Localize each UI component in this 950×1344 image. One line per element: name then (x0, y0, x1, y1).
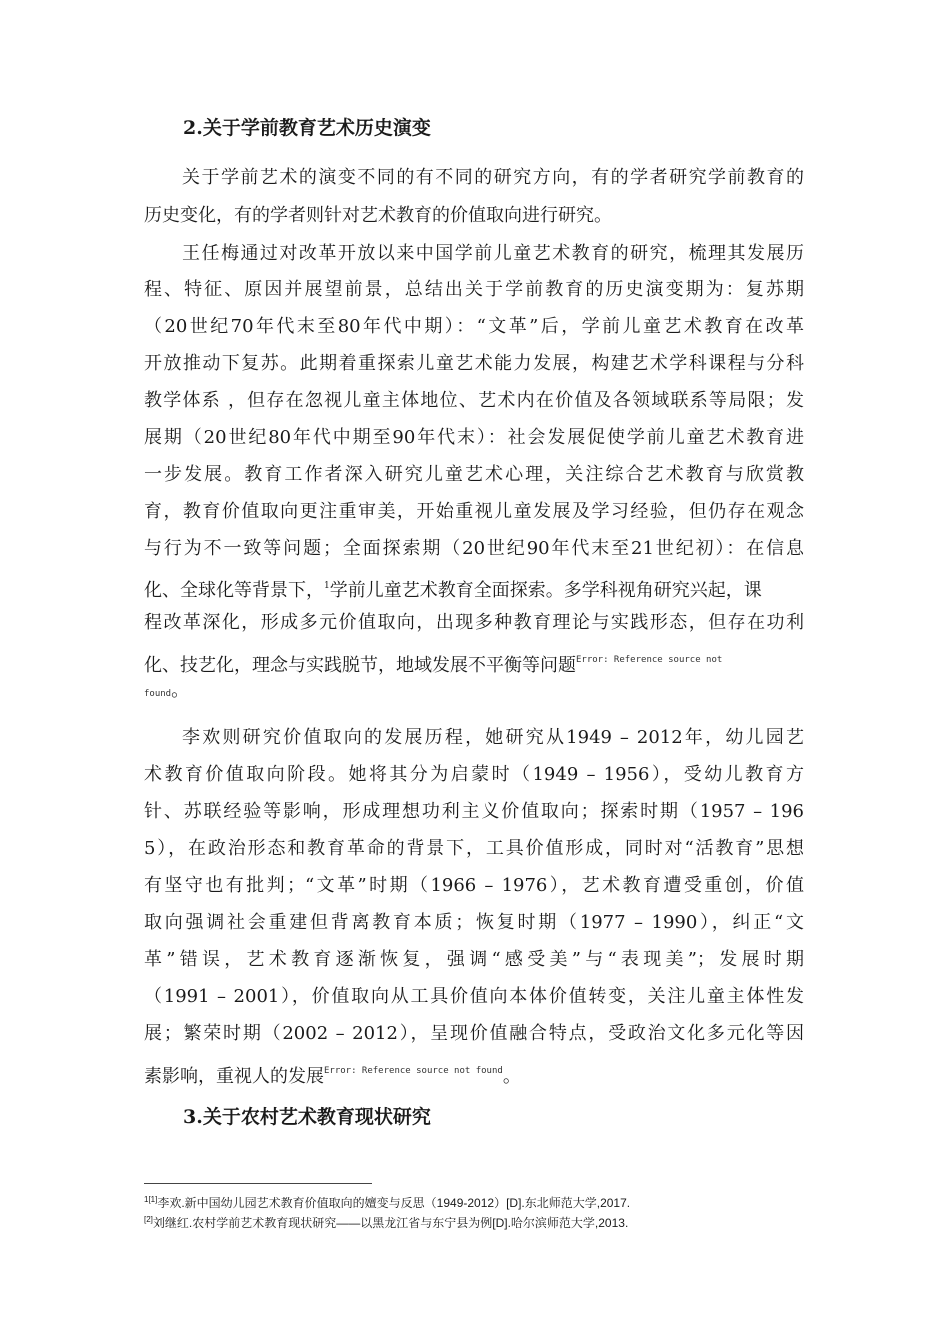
footnote-text: 李欢.新中国幼儿园艺术教育价值取向的嬗变与反思（1949-2012）[D].东北师范大学,2017. (157, 1196, 631, 1210)
footnote (144, 1212, 628, 1231)
footnote-marker[interactable]: 1 (324, 581, 330, 591)
line-text: 化、技艺化，理念与实践脱节，地域发展不平衡等问题 (144, 655, 576, 676)
footnote-text: 刘继红.农村学前艺术教育现状研究——以黑龙江省与东宁县为例[D].哈尔滨师范大学,2013. (152, 1216, 629, 1230)
period: 。 (502, 1066, 521, 1087)
reference-error-tail (144, 680, 190, 701)
paragraph-line: 程改革深化，形成多元价值取向，出现多种教育理论与实践形态，但存在功利 (144, 612, 804, 633)
paragraph-line: （20世纪70年代末至80年代中期）：“文革”后，学前儿童艺术教育在改革 (144, 316, 804, 337)
paragraph-line (144, 646, 804, 680)
footnote-mark: 1[1] (144, 1195, 158, 1204)
paragraph-line: 5），在政治形态和教育革命的背景下，工具价值形成，同时对“活教育”思想 (144, 838, 804, 859)
paragraph-line: 育，教育价值取向更注重审美，开始重视儿童发展及学习经验，但仍存在观念 (144, 501, 804, 522)
reference-error: Error: Reference source not (576, 655, 723, 665)
line-text: 学前儿童艺术教育全面探索。多学科视角研究兴起，课 (329, 580, 762, 601)
paragraph-line: 一步发展。教育工作者深入研究儿童艺术心理，关注综合艺术教育与欣赏教 (144, 464, 804, 485)
paragraph-line: （1991 – 2001），价值取向从工具价值向本体价值转变，关注儿童主体性发 (144, 986, 804, 1007)
paragraph-line: 开放推动下复苏。此期着重探索儿童艺术能力发展，构建艺术学科课程与分科 (144, 353, 804, 374)
reference-error: found (144, 689, 172, 699)
paragraph-line: 针、苏联经验等影响，形成理想功利主义价值取向；探索时期（1957 – 196 (144, 801, 804, 822)
line-text: 素影响，重视人的发展 (144, 1066, 324, 1087)
paragraph-line: 李欢则研究价值取向的发展历程，她研究从1949 – 2012年，幼儿园艺 (182, 727, 804, 748)
paragraph-line: 术教育价值取向阶段。她将其分为启蒙时（1949 – 1956），受幼儿教育方 (144, 764, 804, 785)
paragraph-line: 教学体系 ，但存在忽视儿童主体地位、艺术内在价值及各领域联系等局限；发 (144, 390, 804, 411)
reference-error: Error: Reference source not found (324, 1066, 503, 1076)
period: 。 (171, 680, 190, 701)
paragraph-line: 革”错误，艺术教育逐渐恢复，强调“感受美”与“表现美”；发展时期 (144, 949, 804, 970)
paragraph-line: 取向强调社会重建但背离教育本质；恢复时期（1977 – 1990），纠正“文 (144, 912, 804, 933)
footnote-mark: [2] (144, 1215, 153, 1224)
paragraph-line: 展期（20世纪80年代中期至90年代末）：社会发展促使学前儿童艺术教育进 (144, 427, 804, 448)
paragraph-line: 关于学前艺术的演变不同的有不同的研究方向，有的学者研究学前教育的 (182, 167, 804, 188)
paragraph-line: 王任梅通过对改革开放以来中国学前儿童艺术教育的研究，梳理其发展历 (182, 243, 804, 264)
paragraph-line (144, 572, 804, 605)
paragraph-line: 有坚守也有批判；“文革”时期（1966 – 1976），艺术教育遭受重创，价值 (144, 875, 804, 896)
footnote-separator (144, 1183, 372, 1184)
footnote (144, 1192, 630, 1211)
paragraph-line: 与行为不一致等问题；全面探索期（20世纪90年代末至21世纪初）：在信息 (144, 538, 804, 559)
paragraph-line: 展；繁荣时期（2002 – 2012），呈现价值融合特点，受政治文化多元化等因 (144, 1023, 804, 1044)
paragraph-line (144, 1057, 804, 1091)
section-heading-2: 2.关于学前教育艺术历史演变 (183, 117, 431, 139)
section-heading-3: 3.关于农村艺术教育现状研究 (183, 1106, 431, 1128)
paragraph-line: 历史变化，有的学者则针对艺术教育的价值取向进行研究。 (144, 205, 612, 226)
line-text: 化、全球化等背景下， (144, 580, 324, 601)
paragraph-line: 程、特征、原因并展望前景，总结出关于学前教育的历史演变期为：复苏期 (144, 279, 804, 300)
